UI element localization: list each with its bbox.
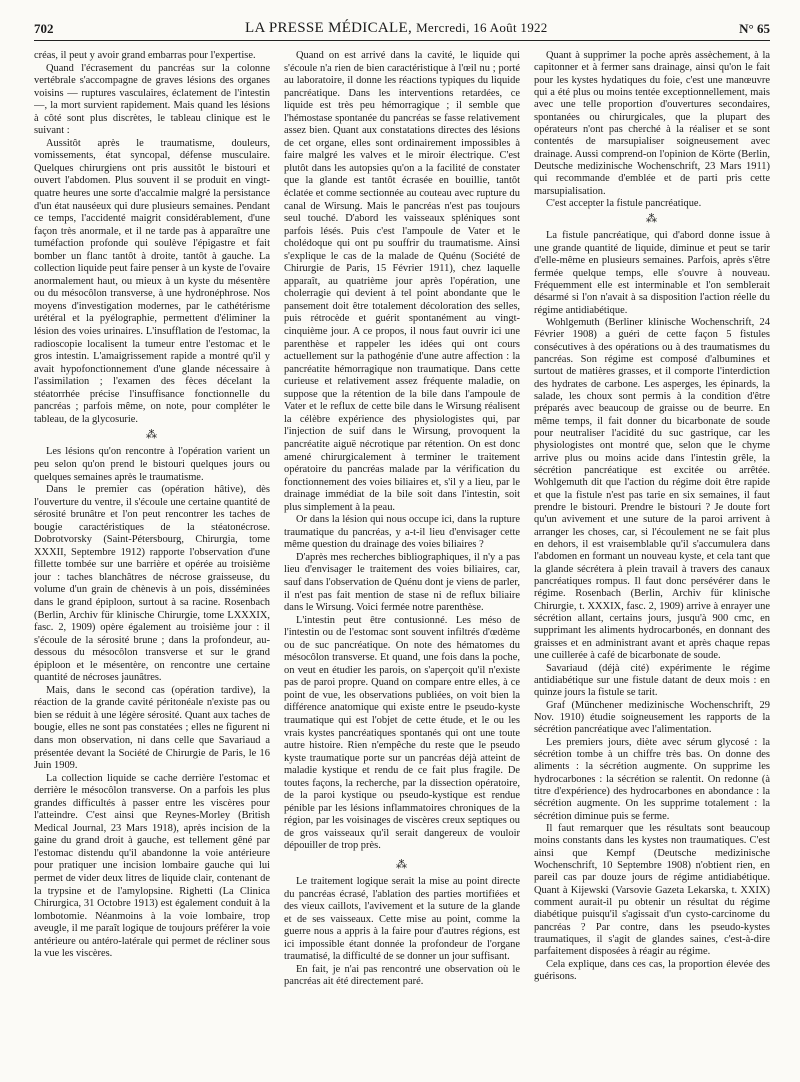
paragraph: Quand on est arrivé dans la cavité, le liquide qui s'écoule n'a rien de bien caractéristique à l'œil nu ; porté au laboratoire, il donne les réactions typiques du liquide pancréatique. Dans les interventions retardées, ce liquide est très peu hémorragique ; il semble que l'hémostase spontanée du pancréas se fasse relativement assez bien. Quant aux constatations directes des lésions de cet organe, elles sont ordinairement impossibles à faire malgré les valves et le miroir électrique. C'est plutôt dans les autopsies qu'on a la facilité de constater que la glande est tantôt écrasée en bouillie, tantôt éclatée et comme sectionnée au couteau avec rupture du canal de Wirsung. Mais le pancréas n'est pas toujours seul touché. D'abord les vaisseaux spléniques sont parfois lésés. Puis c'est l'ampoule de Vater et le cholédoque qui ont pu souffrir du traumatisme. Ainsi s'explique le cas de la malade de Quénu (Société de Chirurgie de Paris, 15 Février 1911), chez laquelle apparaît, au quatrième jour après l'opération, une cholerragie qui devient à tel point abondante que le pansement doit être totalement décoloration des selles, puis rétrocède et guérit spontanément au vingt-cinquième jour. A ce propos, il nous faut ouvrir ici une parenthèse et rappeler les idées qui ont cours actuellement sur la pathogénie d'une autre affection : la pancréatite hémorragique non traumatique. Dans cette curieuse et relativement assez fréquente maladie, on suppose que la rétention de la bile dans l'ampoule de Vater et le reflux de cette bile dans le Wirsung réalisent la célèbre expérience des physiologistes qui, par l'injection de suif dans le Wirsung, provoquent la pancréatite aiguë nécrotique par rétention. On est donc amené chirurgicalement à terminer le traitement opératoire du pancréas malade par la vérification du fonctionnement des voies biliaires et, s'il y a lieu, par le drainage immédiat de la bile soit dans l'intestin, soit plus simplement à la peau. [284,50,520,513]
paragraph: Wohlgemuth (Berliner klinische Wochenschrift, 24 Février 1908) a guéri de cette façon 5 fistules consécutives à des opérations ou à des traumatismes du pancréas. Son régime est composé d'albumines et surtout de matières grasses, et il comporte l'interdiction des hydrates de carbone. Les asperges, les épinards, la salade, les choux sont permis à la condition d'être préparés avec beaucoup de graisse ou de beurre. En même temps, il fait donner du bicarbonate de soude pour neutraliser l'acidité du suc gastrique, car les physiologistes ont montré que, selon que le chyme arrive plus ou moins acide dans l'intestin grêle, la sécrétion pancréatique est excitée ou arrêtée. Wohlgemuth dit que l'action du régime doit être rapide et que la fistule n'est pas tarie en six semaines, il faut prendre le bistouri. Prendre le bistouri ? Je doute fort qu'un avivement et une suture de la paroi arrivent à arranger les choses, car, si l'écoulement ne se fait plus en dehors, il est vraisemblable qu'il s'accumulera dans l'abdomen en formant un nouveau kyste, et cela tant que la glande sécrétera à plein travail à travers des canaux pancréatiques rompus. Il faut donc persévérer dans le régime. Rosenbach (Berlin, Archiv für klinische Chirurgie, t. XXXIX, fasc. 2, 1909) arrive à enrayer une sécrétion allant, certains jours, jusqu'à 900 cmc, en supprimant les aliments hydrocarbonés, en donnant des graisses et en administrant avant et après chaque repas une cuillerée à café de bicarbonate de soude. [534,316,770,662]
paragraph: C'est accepter la fistule pancréatique. [546,198,702,210]
paragraph: Quand l'écrasement du pancréas sur la colonne vertébrale s'accompagne de graves lésions des organes voisins — ruptures vasculaires, éclatement de l'intestin —, la mort survient rapidement. Mais quand les lésions à côté sont plus discrètes, le tableau clinique est le suivant : [34,62,270,137]
issue-number: N° 65 [739,21,770,36]
journal-masthead [245,20,548,37]
paragraph: Or dans la lésion qui nous occupe ici, dans la rupture traumatique du pancréas, y a-t-il lieu d'envisager cette même question du drainage des voies biliaires ? [284,514,520,551]
paragraph: En fait, je n'ai pas rencontré une observation où le pancréas ait été directement paré. [284,963,520,988]
running-header [34,19,770,41]
text-column-1 [34,50,270,1074]
article-body [34,50,770,1074]
paragraph: Savariaud (déjà cité) expérimente le régime antidiabétique sur une fistule datant de deux mois : en quinze jours la fistule se tarit. [534,662,770,699]
paragraph: Graf (Münchener medizinische Wochenschrift, 29 Nov. 1910) étudie soigneusement les rapports de la sécrétion pancréatique avec l'alimentation. [534,699,770,736]
paragraph: Les premiers jours, diète avec sérum glycosé : la sécrétion tombe à un chiffre très bas. On donne des aliments : la sécrétion augmente. On supprime les hydrocarbones : la sécrétion se ralentit. On redonne (à titre d'expérience) des hydrocarbones en abondance : la sécrétion augmente. On les supprime totalement : la sécrétion diminue puis se ferme. [534,736,770,822]
paragraph: La collection liquide se cache derrière l'estomac et derrière le mésocôlon transverse. On a parfois les plus grandes difficultés à passer entre les viscères pour l'atteindre. C'est ainsi que Reynes-Morley (British Medical Journal, 23 Mars 1918), après incision de la gaine du grand droit à gauche, est tellement gêné par l'estomac distendu qu'il abandonne la voie antérieure pour pratiquer une incision lombaire gauche qui lui permet de vider deux litres de liquide clair, contenant de la trypsine et de l'amylopsine. Righetti (La Clinica Chirurgica, 31 Octobre 1913) est également conduit à la lombotomie. Néanmoins à la voie lombaire, trop aveugle, il me paraît logique de toujours préférer la voie antérieure ou antéro-latérale qui permet de récliner sous la vue les viscères. [34,772,270,960]
paragraph: Les lésions qu'on rencontre à l'opération varient un peu selon qu'on prend le bistouri quelques jours ou quelques semaines après le traumatisme. [34,446,270,483]
paragraph: D'après mes recherches bibliographiques, il n'y a pas lieu d'envisager le traitement des voies biliaires, car, sauf dans l'observation de Quénu dont je viens de parler, il n'est pas fait mention de stase ni de reflux biliaire dans le Wirsung. Voici fermée notre parenthèse. [284,551,520,614]
journal-title: LA PRESSE MÉDICALE, [245,20,413,36]
section-ornament: ⁂ [396,859,408,871]
paragraph: Dans le premier cas (opération hâtive), dès l'ouverture du ventre, il s'écoule une certaine quantité de sérosité brunâtre et l'on peut rencontrer les taches de bougie caractéristiques de la stéatonécrose. Dobrotvorsky (Saint-Pétersbourg, Chirurgia, tome XXXII, Septembre 1912) rapporte l'observation d'une fillette tombée sur une barrière et opérée au troisième jour : taches blanchâtres de nécrose graisseuse, du volume d'un grain de chènevis à un pois, disséminées dans le grand épiploon, surtout à sa racine. Rosenbach (Berlin, Archiv für klinische Chirurgie, tome LXXXIX, fasc. 2, 1909) opère également au troisième jour : il s'écoule de la sérosité brune ; dans la profondeur, au-dessous du mésocôlon transverse et sur le grand épiploon et le mésentère, on rencontre une certaine quantité de nécroses jaunâtres. [34,484,270,684]
section-ornament: ⁂ [646,213,658,226]
text-column-2 [284,50,520,1074]
paragraph: créas, il peut y avoir grand embarras pour l'expertise. [34,50,256,61]
section-ornament: ⁂ [146,429,158,442]
paragraph: Mais, dans le second cas (opération tardive), la réaction de la grande cavité péritonéale n'existe pas ou bien se réduit à une légère sérosité. Quant aux taches de bougie, elles ne sont pas constatées ; elles ne figurent ni dans mon observation, ni dans celle que Savariaud a présentée devant la Société de Chirurgie de Paris, le 16 Juin 1909. [34,684,270,772]
paragraph: Il faut remarquer que les résultats sont beaucoup moins constants dans les kystes non traumatiques. C'est ainsi que Kempf (Deutsche medizinische Wochenschrift, 10 Septembre 1908) n'obtient rien, en pareil cas par douze jours de régime antidiabétique. Quant à Kijewski (Varsovie Gazeta Lekarska, t. XXIX) comment aurait-il pu obtenir un résultat du régime diabétique puisqu'il s'agissait d'un cysto-carcinome du pancréas ? Par contre, dans les pseudo-kystes traumatiques, il s'agit de glandes saines, c'est-à-dire parfaitement disposées à réagir au régime. [534,822,770,958]
paragraph: Aussitôt après le traumatisme, douleurs, vomissements, état syncopal, défense musculaire. Quelques chirurgiens ont pris aussitôt le bistouri et ouvert l'abdomen. Plus souvent il se produit en vingt-quatre heures une sorte d'accalmie malgré la persistance d'un état nauséeux qui dure plusieurs semaines. Pendant ce temps, l'accidenté maigrit considérablement, d'une façon très anormale, et il ne tarde pas à apparaître une tuméfaction profonde qui soulève l'épigastre et fait bomber un flanc tantôt à droite, tantôt à gauche. La collection liquide peut faire penser à un kyste de l'ovaire anormalement haut, ou mieux à un kyste du mésentère ou du mésocôlon transverse, à une hydronéphrose. Nos moyens d'investigation modernes, par le cathétérisme urétéral et la pyélographie, permettent d'éliminer la lésion des voies urinaires. L'insufflation de l'estomac, la radioscopie localisent la tumeur entre l'estomac et le gros intestin. L'amaigrissement rapide a montré qu'il y avait hypofonctionnement d'une glande nécessaire à l'assimilation ; l'examen des fèces décelant la stéatorrhée précise l'insuffisance fonctionnelle du pancréas ; parfois même, on note, pour compléter le tableau, de la glycosurie. [34,137,270,425]
paragraph: La fistule pancréatique, qui d'abord donne issue à une grande quantité de liquide, diminue et peut se tarir d'elle-même en plusieurs semaines. Parfois, après s'être fermée quelque temps, elle s'ouvre à nouveau. Fréquemment elle est interminable et l'on semblerait désarmé si l'on n'avait à sa disposition l'action réelle du régime antidiabétique. [534,230,770,316]
paragraph: L'intestin peut être contusionné. Les méso de l'intestin ou de l'estomac sont souvent infiltrés d'œdème ou de suc pancréatique. On note des hématomes du mésocôlon transverse. Et quand, une fois dans la poche, on veut en étudier les parois, on s'aperçoit qu'il n'existe pas de paroi propre. Quand on compare entre elles, à ce point de vue, les observations publiées, on voit bien la différence anatomique qui existe entre le pseudo-kyste traumatique qui est l'objet de cette étude, et le ou les vrais kystes pancréatiques spontanés qui ont une toute autre histoire. Rien n'empêche du reste que le pseudo kyste traumatique porte sur un pancréas déjà atteint de maladie kystique et rendu de ce fait plus fragile. De toutes façons, la recherche, par la dissection opératoire, de la paroi kystique ou pseudo-kystique est rendue pénible par les lésions inflammatoires chroniques de la région, par les voisinages de viscères creux septiques ou de gros vaisseaux qu'il serait dangereux de vouloir dépouiller de trop près. [284,614,520,852]
page-number: 702 [34,21,54,36]
paragraph: Cela explique, dans ces cas, la proportion élevée des guérisons. [534,958,770,983]
paragraph: Le traitement logique serait la mise au point directe du pancréas écrasé, l'ablation des parties mortifiées et des vieux caillots, l'avivement et la suture de la glande et de ses vaisseaux. Cette mise au point, comme la guerre nous a appris à la faire pour d'autres régions, est ici impossible étant donnée la profondeur de l'organe traumatisé, la difficulté de se donner un jour suffisant. [284,876,520,963]
text-column-3 [534,50,770,1074]
paragraph: Quant à supprimer la poche après assèchement, à la capitonner et à fermer sans drainage, ainsi qu'on le fait pour les kystes hydatiques du foie, c'est une manœuvre qui a été plus ou moins tentée exceptionnellement, mais avec une telle proportion d'ouvertures secondaires, spontanées ou chirurgicales, que la plupart des opérateurs n'ont pas cherché à la réaliser et se sont contentés de marsupialiser soigneusement avec drainage. Aussi comprend-on l'opinion de Körte (Berlin, Deutsche medizinische Wochenschrift, 23 Mars 1911) qui recommande d'emblée et de parti pris cette marsupialisation. [534,50,770,197]
issue-date: Mercredi, 16 Août 1922 [416,20,548,35]
